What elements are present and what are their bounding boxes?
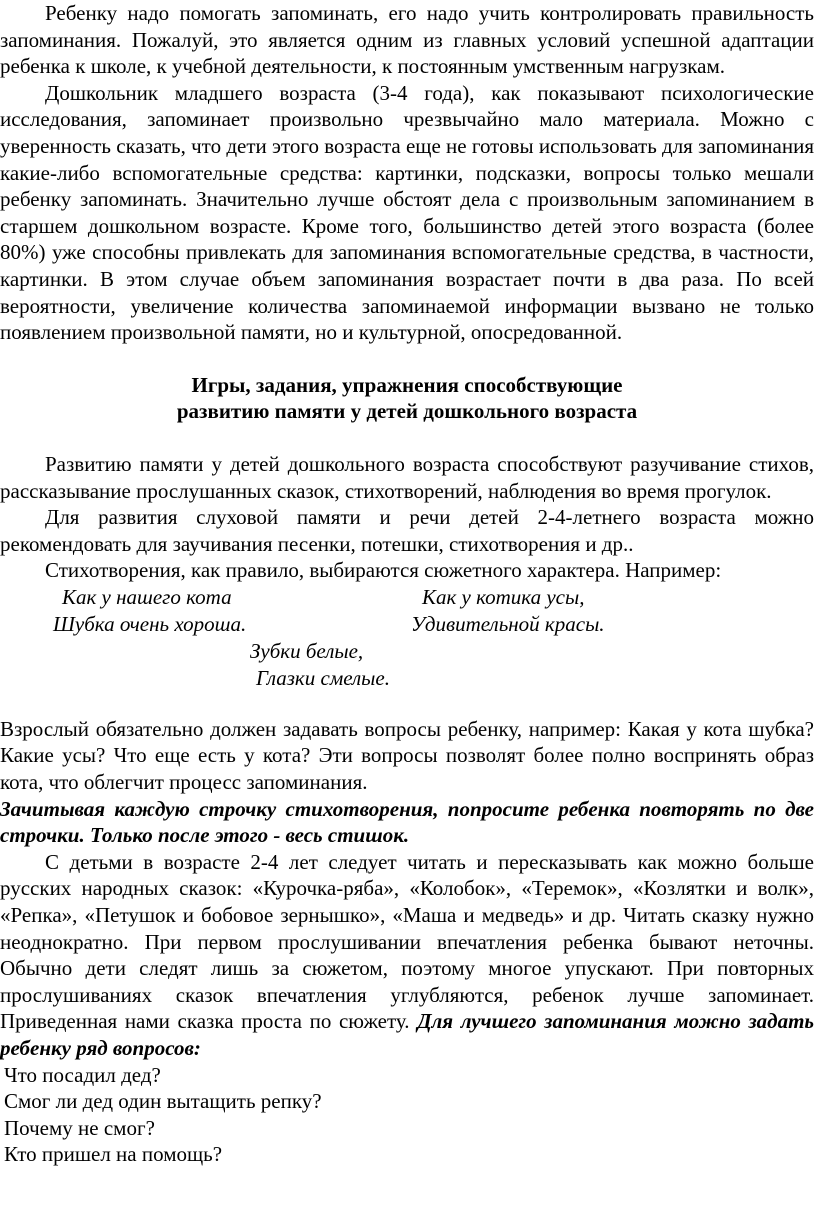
question-item: Смог ли дед один вытащить репку? [4, 1089, 322, 1114]
poem-right-line-2: Удивительной красы. [411, 611, 605, 636]
poem-left-line-1: Как у нашего кота [62, 584, 232, 609]
heading-line-2: развитию памяти у детей дошкольного возраста [176, 399, 638, 424]
paragraph-fairy-tales [0, 849, 814, 1062]
section-heading [0, 372, 814, 425]
fairy-tales-question-lead: Для лучшего запоминания можно задать ребенку ряд вопросов: [0, 1009, 815, 1060]
poem-block [0, 584, 814, 692]
paragraph-younger-preschooler: Дошкольник младшего возраста (3-4 года), как показывают психологические исследования, запоминает произвольно чрезвычайно мало материала. Можно с уверенность сказать, что дети этого возраста еще не готовы использовать для запоминания какие-либо вспомогательные средства: картинки, подсказки, вопросы только мешали ребенку запоминать. Значительно лучше обстоят дела с произвольным запоминанием в старшем дошкольном возрасте. Кроме того, большинство детей этого возраста (более 80%) уже способны привлекать для запоминания вспомогательные средства, в частности, картинки. В этом случае объем запоминания возрастает почти в два раза. По всей вероятности, увеличение количества запоминаемой информации вызвано не только появлением произвольной памяти, но и культурной, опосредованной. [0, 80, 814, 345]
poem-center-line-2: Глазки смелые. [256, 665, 390, 690]
question-item: Почему не смог? [4, 1115, 155, 1140]
paragraph-memory-development: Развитию памяти у детей дошкольного возраста способствуют разучивание стихов, рассказывание прослушанных сказок, стихотворений, наблюдения во время прогулок. [0, 451, 814, 503]
heading-line-1: Игры, задания, упражнения способствующие [191, 372, 623, 397]
fairy-tales-text: С детьми в возрасте 2-4 лет следует читать и пересказывать как можно больше русских народных сказок: «Курочка-ряба», «Колобок», «Теремок», «Козлятки и волк», «Репка», «Петушок и бобовое зернышко», «Маша и медведь» и др. Читать сказку нужно неоднократно. При первом прослушивании впечатления ребенка бывают неточны. Обычно дети следят лишь за сюжетом, поэтому многое упускают. При повторных прослушиваниях сказок впечатления углубляются, ребенок лучше запоминает. Приведенная нами сказка проста по сюжету. [0, 849, 814, 1034]
poem-right-line-1: Как у котика усы, [422, 584, 585, 609]
question-item: Что посадил дед? [4, 1062, 161, 1087]
paragraph-repeat-instruction: Зачитывая каждую строчку стихотворения, попросите ребенка повторять по две строчки. Только после этого - весь стишок. [0, 796, 814, 848]
paragraph-adult-questions: Взрослый обязательно должен задавать вопросы ребенку, например: Какая у кота шубка? Какие усы? Что еще есть у кота? Эти вопросы позволят более полно воспринять образ кота, что облегчит процесс запоминания. [0, 716, 814, 795]
question-list [0, 1062, 814, 1168]
question-item: Кто пришел на помощь? [4, 1142, 223, 1167]
paragraph-memory-control: Ребенку надо помогать запоминать, его надо учить контролировать правильность запоминания. Пожалуй, это является одним из главных условий успешной адаптации ребенка к школе, к учебной деятельности, к постоянным умственным нагрузкам. [0, 1, 814, 79]
poem-left-line-2: Шубка очень хороша. [53, 611, 247, 636]
paragraph-poems-intro: Стихотворения, как правило, выбираются сюжетного характера. Например: [45, 558, 722, 583]
paragraph-auditory-memory: Для развития слуховой памяти и речи детей 2-4-летнего возраста можно рекомендовать для заучивания песенки, потешки, стихотворения и др.. [0, 505, 814, 556]
poem-center-line-1: Зубки белые, [250, 638, 364, 663]
